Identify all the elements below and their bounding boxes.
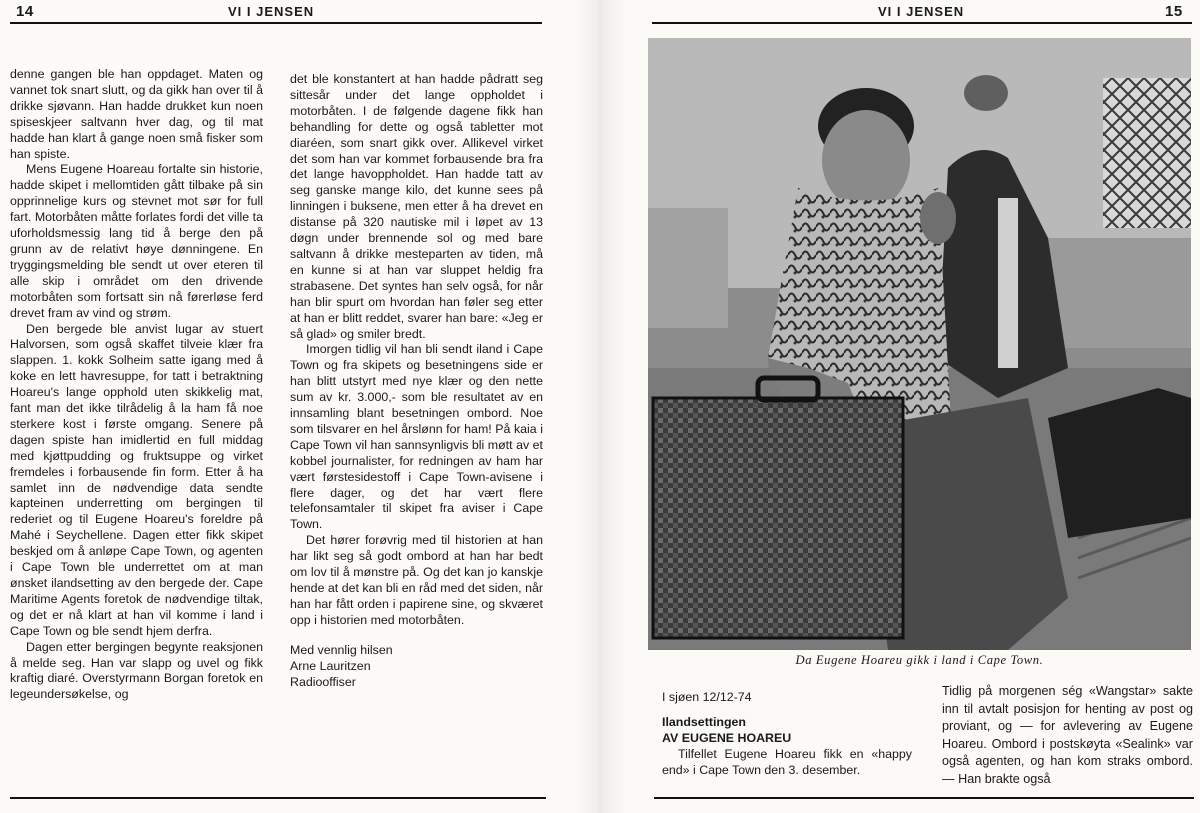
subheading-ilandsettingen: Ilandsettingen <box>662 714 746 729</box>
paragraph: Imorgen tidlig vil han bli sendt iland i Cape Town og fra skipets og besetningens side er han blitt utstyrt med nye klær og den nette sum av kr. 3.000,- som ble resultatet av en innsamling blant besetningen ombord. Noe som tilsvarer en hel årslønn for ham! På kaia i Cape Town vil han sannsynligvis bli møtt av et kobbel journalister, for redningen av ham har vært førstesidestoff i Cape Town-avisene i flere dager, og det har vært flere telefonsamtaler til skipet fra aviser i Cape Town. <box>290 342 543 532</box>
running-head-left: VI I JENSEN <box>228 4 315 19</box>
footer-rule-left <box>10 797 546 799</box>
left-column-1 <box>10 67 263 703</box>
paragraph: Tidlig på morgenen ség «Wangstar» sakte inn til avtalt posisjon for henting av post og proviant, og — for avlevering av Eugene Hoareu. Ombord i postskøyta «Sealink» var også agenten, og han kom straks ombord. — Han brakte også <box>942 684 1193 786</box>
page-number-left: 14 <box>16 3 34 20</box>
page-number-right: 15 <box>1165 3 1183 20</box>
paragraph: denne gangen ble han oppdaget. Maten og vannet tok snart slutt, og da gikk han over til å drikke sjøvann. Han hadde drukket kun noen spiseskjeer saltvann hver dag, og til mat hadde han klart å gange noen små fisker som han spiste. <box>10 67 263 161</box>
header-rule-left <box>10 22 542 24</box>
signature-greeting: Med vennlig hilsen <box>290 642 393 657</box>
paragraph: Den bergede ble anvist lugar av stuert Halvorsen, som også skaffet tilveie klær fra slappen. 1. kokk Solheim satte igang med å koke en lett havresuppe, for tatt i betraktning Hoareu's lange opphold uten skikkelig mat, fant man det ikke tilrådelig å la ham få noe sterkere kost i første omgang. Senere på dagen spiste han imidlertid en full middag med kjøttpudding og fruktsuppe og virket fremdeles i forbausende fin form. Etter å ha samlet inn de nødvendige data sendte kapteinen underretting om bergingen til rederiet og til Eugene Hoareu's foreldre på Mahé i Seychellene. Dagen etter fikk skipet beskjed om å anløpe Cape Town, og agenten i Cape Town ble underrettet om at man ønsket ilandsetting av den bergede der. Cape Maritime Agents foretok de nødvendige tiltak, og det er nå klart at han vil komme i land i Cape Town og ble sendt hjem derfra. <box>10 321 263 638</box>
footer-rule-right <box>654 797 1194 799</box>
book-gutter <box>575 0 625 813</box>
photo-illustration <box>648 38 1191 650</box>
header-rule-right <box>652 22 1192 24</box>
right-column-2 <box>942 683 1193 789</box>
left-column-2 <box>290 72 543 690</box>
signature-title: Radiooffiser <box>290 674 356 689</box>
paragraph: Tilfellet Eugene Hoareu fikk en «happy end» i Cape Town den 3. desember. <box>662 746 912 777</box>
subheading-author: AV EUGENE HOAREU <box>662 730 792 745</box>
paragraph: Mens Eugene Hoareau fortalte sin historie, hadde skipet i mellomtiden gått tilbake på sin opprinnelige kurs og stevnet mot sør for full fart. Motorbåten måtte forlates fordi det ville ta uforholdsmessig lang tid å berge den på grunn av de relativt høye dønningene. En tryggingsmelding ble sendt ut over eteren til alle skip i området om den drivende motorbåten som fortsatt sin nå førerløse ferd drevet fram av vind og strøm. <box>10 162 263 320</box>
photo-caption: Da Eugene Hoareu gikk i land i Cape Town. <box>795 653 1044 667</box>
date-line: I sjøen 12/12-74 <box>662 690 752 704</box>
running-head-right: VI I JENSEN <box>878 4 965 19</box>
signature-name: Arne Lauritzen <box>290 658 371 673</box>
paragraph: Dagen etter bergingen begynte reaksjonen å melde seg. Han var slapp og uvel og fikk kraftig diaré. Overstyrmann Borgan foretok en legeundersøkelse, og <box>10 639 263 702</box>
news-photo <box>648 38 1191 650</box>
paragraph: det ble konstantert at han hadde pådratt seg sittesår under det lange oppholdet i motorbåten. I de følgende dagene fikk han behandling for dette og også tabletter mot diaréen, som snart gikk over. Allikevel virket det som han var kommet forbausende bra fra det lange havoppholdet. Han hadde tatt av seg ganske mange kilo, det kunne sees på linningen i buksene, men etter å ha drevet en distanse på 320 nautiske mil i løpet av 13 døgn under brennende sol og med bare saltvann å drikke mesteparten av tiden, må en kunne si at han var sluppet heldig fra strabasene. Det syntes han selv også, for når han blir spurt om hvordan han føler seg etter at han er blitt reddet, svarer han bare: «Jeg er så glad» og smiler bredt. <box>290 72 543 341</box>
right-column-1 <box>662 690 912 779</box>
paragraph: Det hører forøvrig med til historien at han har likt seg så godt ombord at han har bedt om lov til å mønstre på. Og det kan jo kanskje hende at det kan bli en råd med det siden, når han har fått orden i papirene sine, og skværet opp i historien med motorbåten. <box>290 533 543 627</box>
